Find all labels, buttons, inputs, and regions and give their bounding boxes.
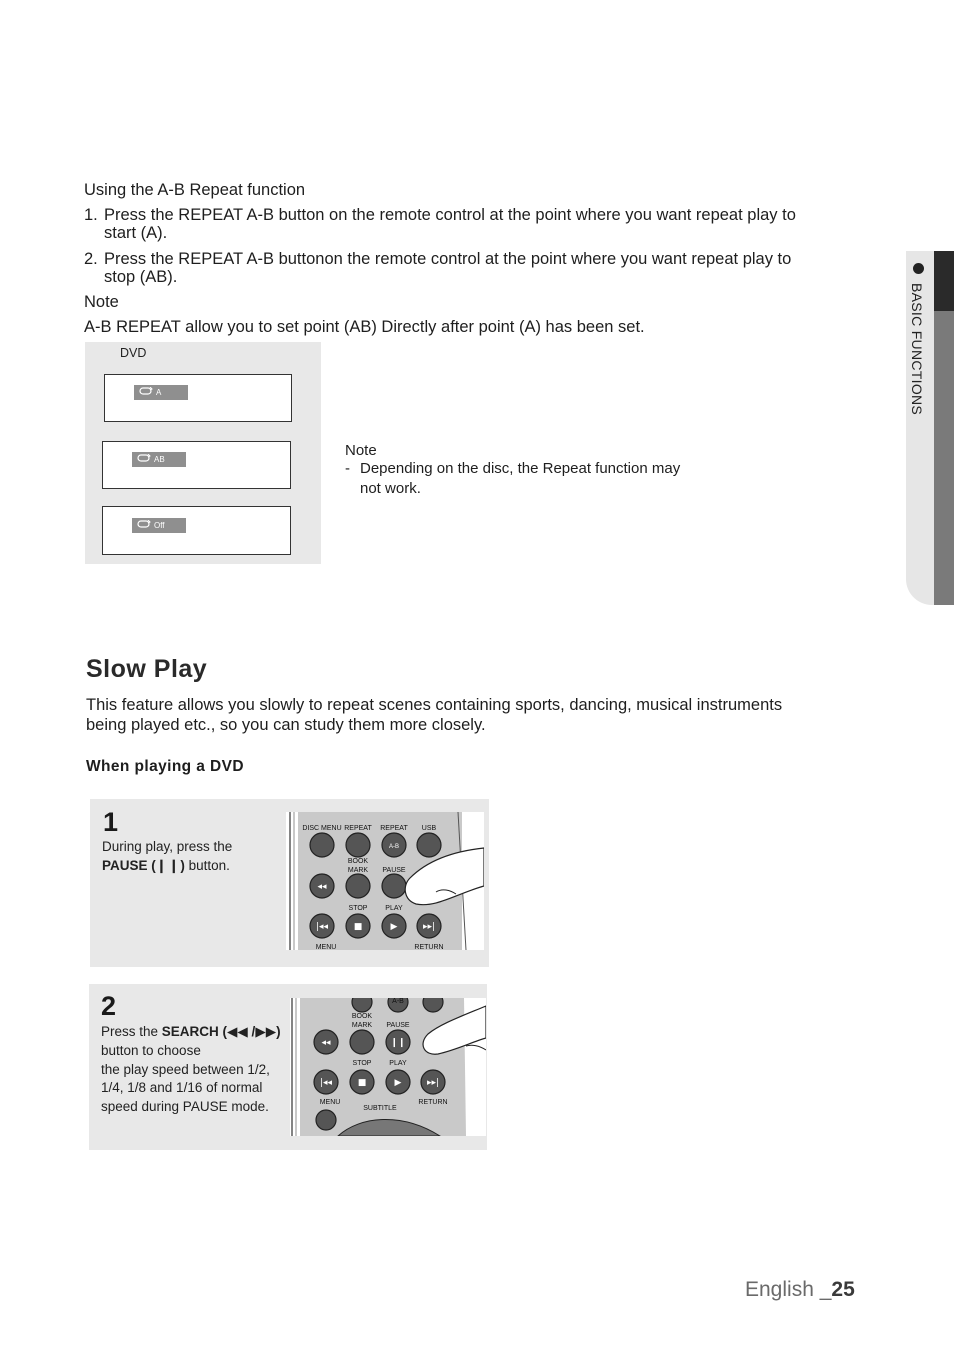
remote-label: PLAY bbox=[385, 905, 403, 912]
osd-repeat-bar: AB bbox=[132, 452, 186, 467]
svg-text:▸▸|: ▸▸| bbox=[422, 922, 436, 932]
osd-disc-label: DVD bbox=[120, 346, 147, 360]
remote-label: STOP bbox=[348, 905, 368, 912]
ab-step2-number: 2. bbox=[84, 250, 98, 268]
osd-screen-off bbox=[102, 506, 291, 555]
ab-repeat-heading: Using the A-B Repeat function bbox=[84, 181, 306, 199]
ab-step2-text-cont: stop (AB). bbox=[104, 268, 178, 286]
remote-label: REPEAT bbox=[344, 825, 372, 832]
svg-text:▶: ▶ bbox=[390, 922, 398, 932]
remote-label: MENU bbox=[315, 944, 337, 950]
remote-label: MARK bbox=[351, 1022, 373, 1029]
step2-text-line3: the play speed between 1/2, bbox=[101, 1062, 270, 1077]
side-note-text: Depending on the disc, the Repeat function may bbox=[360, 460, 681, 477]
side-tab-stripe bbox=[934, 311, 954, 605]
remote-control-image bbox=[290, 998, 486, 1136]
page-number: 25 bbox=[831, 1278, 855, 1301]
pause-icon: ❙❙ bbox=[155, 858, 181, 873]
osd-screen-ab bbox=[102, 441, 291, 489]
remote-label: BOOK bbox=[351, 1013, 373, 1020]
bullet-icon bbox=[913, 263, 924, 274]
side-note-dash: - bbox=[345, 460, 350, 477]
ab-note-text: A-B REPEAT allow you to set point (AB) Directly after point (A) has been set. bbox=[84, 318, 645, 336]
ab-step1-number: 1. bbox=[84, 206, 98, 224]
remote-label: RETURN bbox=[414, 944, 444, 950]
remote-label: PAUSE bbox=[382, 867, 406, 874]
remote-label: SUBTITLE bbox=[363, 1105, 397, 1112]
page-footer: English _25 bbox=[745, 1278, 855, 1301]
step2-text-line4: 1/4, 1/8 and 1/16 of normal bbox=[101, 1080, 263, 1095]
section-title: Slow Play bbox=[86, 655, 208, 683]
remote-label: A-B bbox=[388, 844, 400, 850]
svg-text:■: ■ bbox=[353, 922, 363, 932]
step2-text-line2: button to choose bbox=[101, 1043, 201, 1058]
svg-text:❙❙: ❙❙ bbox=[390, 1038, 406, 1048]
svg-text:■: ■ bbox=[357, 1078, 367, 1088]
remote-control-image bbox=[286, 812, 484, 950]
osd-screen-a bbox=[104, 374, 292, 422]
step2-text-line5: speed during PAUSE mode. bbox=[101, 1099, 269, 1114]
step2-number: 2 bbox=[101, 991, 117, 1021]
step2-text: Press the SEARCH (◀◀ /▶▶) bbox=[101, 1024, 281, 1039]
side-tab-label: BASIC FUNCTIONS bbox=[909, 283, 925, 416]
svg-text:|◂◂: |◂◂ bbox=[315, 922, 329, 932]
ab-step2-text: Press the REPEAT A-B buttonon the remote control at the point where you want repeat play to bbox=[104, 250, 792, 268]
ab-step1-text: Press the REPEAT A-B button on the remote control at the point where you want repeat play to bbox=[104, 206, 796, 224]
remote-label: MENU bbox=[319, 1099, 341, 1106]
remote-label: BOOK bbox=[347, 858, 369, 865]
remote-label: DISC MENU bbox=[302, 825, 342, 832]
side-tab-accent bbox=[934, 251, 954, 311]
remote-label: RETURN bbox=[418, 1099, 448, 1106]
remote-label: A-B bbox=[392, 998, 404, 1005]
svg-text:|◂◂: |◂◂ bbox=[319, 1078, 333, 1088]
search-icons: ◀◀ /▶▶ bbox=[227, 1024, 277, 1039]
ab-note-label: Note bbox=[84, 293, 119, 311]
repeat-icon bbox=[139, 385, 153, 400]
remote-label: MARK bbox=[347, 867, 369, 874]
side-note-text-cont: not work. bbox=[360, 480, 421, 497]
osd-repeat-bar: A bbox=[134, 385, 188, 400]
svg-text:▶: ▶ bbox=[394, 1078, 402, 1088]
slow-play-intro: This feature allows you slowly to repeat scenes containing sports, dancing, musical instruments bbox=[86, 696, 783, 714]
repeat-icon bbox=[137, 518, 151, 533]
subsection-heading: When playing a DVD bbox=[86, 758, 244, 775]
repeat-icon bbox=[137, 452, 151, 467]
remote-label: PLAY bbox=[389, 1060, 407, 1067]
remote-label: USB bbox=[421, 825, 437, 832]
side-note-label: Note bbox=[345, 442, 377, 459]
slow-play-intro-cont: being played etc., so you can study them more closely. bbox=[86, 716, 486, 734]
remote-label: PAUSE bbox=[386, 1022, 410, 1029]
remote-label: STOP bbox=[352, 1060, 372, 1067]
step1-number: 1 bbox=[103, 807, 119, 837]
step1-text: During play, press the bbox=[102, 839, 233, 854]
osd-repeat-bar: Off bbox=[132, 518, 186, 533]
step1-text-cont: PAUSE (❙❙) button. bbox=[102, 858, 230, 873]
svg-text:◂◂: ◂◂ bbox=[317, 882, 327, 892]
ab-step1-text-cont: start (A). bbox=[104, 224, 168, 242]
svg-text:▸▸|: ▸▸| bbox=[426, 1078, 440, 1088]
svg-text:◂◂: ◂◂ bbox=[321, 1038, 331, 1048]
remote-label: REPEAT bbox=[380, 825, 408, 832]
